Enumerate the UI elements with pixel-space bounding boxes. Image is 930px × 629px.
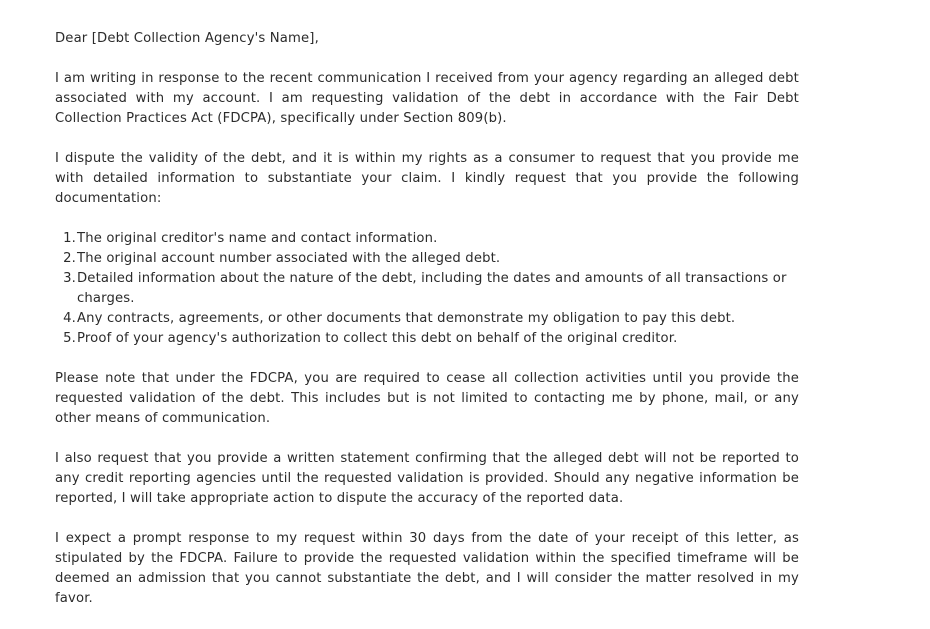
- list-item: [55, 329, 799, 349]
- list-item-text: Any contracts, agreements, or other documents that demonstrate my obligation to pay this debt.: [77, 311, 736, 326]
- paragraph-response-deadline: I expect a prompt response to my request within 30 days from the date of your receipt of this letter, as stipulated by the FDCPA. Failure to provide the requested validation within the specified timeframe will be deemed an admission that you cannot substantiate the debt, and I will consider the matter resolved in my favor.: [55, 531, 799, 606]
- list-item-number: 2.: [63, 251, 76, 266]
- list-item-number: 4.: [63, 311, 76, 326]
- list-item-number: 1.: [63, 231, 76, 246]
- list-item: [55, 269, 799, 309]
- list-item-text: The original account number associated with the alleged debt.: [77, 251, 501, 266]
- list-item-text: The original creditor's name and contact information.: [77, 231, 438, 246]
- paragraph-response-intro: I am writing in response to the recent communication I received from your agency regarding an alleged debt associated with my account. I am requesting validation of the debt in accordance with the Fair Debt Collection Practices Act (FDCPA), specifically under Section 809(b).: [55, 71, 799, 126]
- list-item: [55, 309, 799, 329]
- list-item: [55, 249, 799, 269]
- paragraph-dispute: I dispute the validity of the debt, and it is within my rights as a consumer to request that you provide me with detailed information to substantiate your claim. I kindly request that you provide the following documentation:: [55, 151, 799, 206]
- letter-body: [55, 29, 799, 629]
- paragraph-credit-reporting: I also request that you provide a written statement confirming that the alleged debt will not be reported to any credit reporting agencies until the requested validation is provided. Should any negative information be reported, I will take appropriate action to dispute the accuracy of the reported data.: [55, 451, 799, 506]
- list-item: [55, 229, 799, 249]
- paragraph-cease-collection: Please note that under the FDCPA, you are required to cease all collection activities until you provide the requested validation of the debt. This includes but is not limited to contacting me by phone, mail, or any other means of communication.: [55, 371, 799, 426]
- list-item-text: Proof of your agency's authorization to collect this debt on behalf of the original creditor.: [77, 331, 678, 346]
- requested-documents-list: [55, 229, 799, 349]
- list-item-text: Detailed information about the nature of the debt, including the dates and amounts of all transactions or charges.: [77, 271, 787, 306]
- salutation: Dear [Debt Collection Agency's Name],: [55, 31, 319, 46]
- list-item-number: 5.: [63, 331, 76, 346]
- list-item-number: 3.: [63, 271, 76, 286]
